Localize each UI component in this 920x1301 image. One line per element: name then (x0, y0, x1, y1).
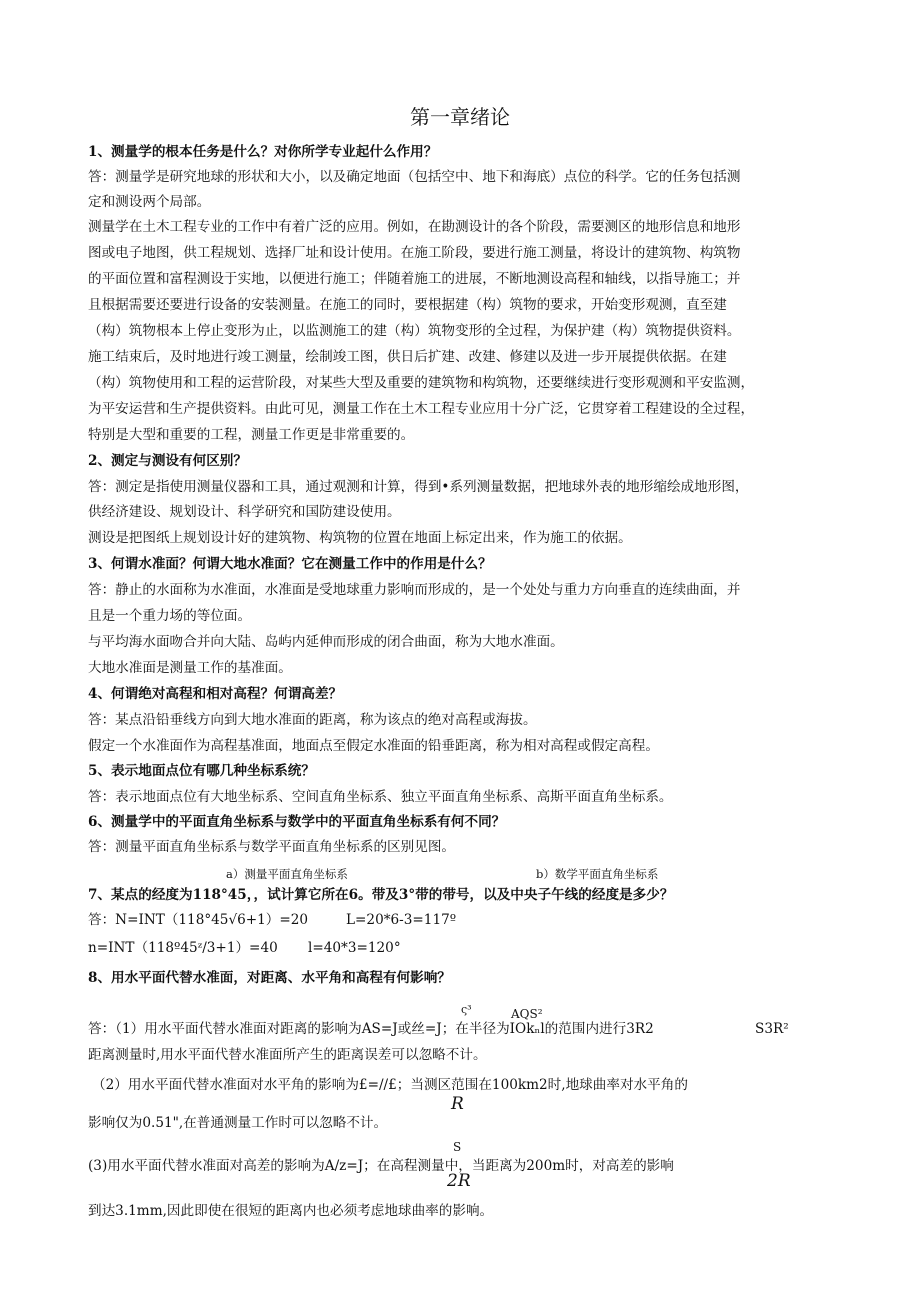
question-2: 2、测定与测设有何区别？ (88, 453, 247, 469)
answer-1-line: 为平安运营和生产提供资料。由此可见，测量工作在土木工程专业应用十分广泛，它贯穿着工程建设的全过程， (88, 401, 755, 417)
answer-2-line: 答：测定是指使用测量仪器和工具，通过观测和计算，得到•系列测量数据，把地球外表的地形缩绘成地形图， (88, 479, 749, 495)
answer-1-line: 定和测设两个局部。 (88, 194, 211, 210)
answer-7-line-2-left: n=INT（118º45ᶻ/3+1）=40 (88, 940, 278, 956)
formula-denominator-2r: 2R (447, 1171, 471, 1191)
formula-sup-s: S (453, 1140, 462, 1154)
answer-8-line: 到达3.1mm,因此即使在很短的距离内也必须考虑地球曲率的影响。 (88, 1203, 494, 1219)
question-3: 3、何谓水准面？何谓大地水准面？它在测量工作中的作用是什么？ (88, 556, 492, 572)
answer-1-line: 图或电子地图，供工程规划、选择厂址和设计使用。在施工阶段，要进行施工测量，将设计的建筑物、构筑物 (88, 245, 741, 261)
answer-4-line: 假定一个水准面作为高程基准面，地面点至假定水准面的铅垂距离，称为相对高程或假定高程。 (88, 738, 659, 754)
question-5: 5、表示地面点位有哪几种坐标系统？ (88, 763, 315, 779)
answer-1-line: （构）筑物使用和工程的运营阶段，对某些大型及重要的建筑物和构筑物，还要继续进行变形观测和平安监测， (88, 375, 755, 391)
question-6: 6、测量学中的平面直角坐标系与数学中的平面直角坐标系有何不同？ (88, 814, 506, 830)
answer-3-line: 且是一个重力场的等位面。 (88, 608, 252, 624)
answer-8-line: 答：（1）用水平面代替水准面对距离的影响为AS=J或丝=J；在半径为IOkₙl的范围内进行3R2 (88, 1021, 654, 1037)
answer-1-line: 测量学在土木工程专业的工作中有着广泛的应用。例如，在勘测设计的各个阶段，需要测区的地形信息和地形 (88, 219, 741, 235)
answer-1-line: 答：测量学是研究地球的形状和大小，以及确定地面（包括空中、地下和海底）点位的科学。它的任务包括测 (88, 169, 741, 185)
figure-caption-b: b）数学平面直角坐标系 (536, 867, 659, 881)
answer-1-line: 且根据需要还要进行设备的安装测量。在施工的同时，要根据建（构）筑物的要求，开始变形观测，直至建 (88, 297, 727, 313)
question-4: 4、何谓绝对高程和相对高程？何谓高差？ (88, 686, 343, 702)
answer-2-line: 测设是把图纸上规划设计好的建筑物、构筑物的位置在地面上标定出来，作为施工的依据。 (88, 530, 632, 546)
answer-3-line: 答：静止的水面称为水准面，水准面是受地球重力影响而形成的，是一个处处与重力方向垂直的连续曲面，并 (88, 582, 741, 598)
answer-6-line: 答：测量平面直角坐标系与数学平面直角坐标系的区别见图。 (88, 839, 456, 855)
question-1: 1、测量学的根本任务是什么？对你所学专业起什么作用？ (88, 144, 438, 160)
answer-8-line-tail: S3R² (755, 1021, 789, 1037)
answer-3-line: 大地水准面是测量工作的基准面。 (88, 660, 292, 676)
answer-3-line: 与平均海水面吻合并向大陆、岛屿内延伸而形成的闭合曲面，称为大地水准面。 (88, 634, 564, 650)
answer-4-line: 答：某点沿铅垂线方向到大地水准面的距离，称为该点的绝对高程或海拔。 (88, 712, 537, 728)
chapter-title: 第一章绪论 (410, 105, 510, 129)
answer-1-line: （构）筑物根本上停止变形为止，以监测施工的建（构）筑物变形的全过程，为保护建（构）筑物提供资料。 (88, 323, 741, 339)
figure-caption-a: a）测量平面直角坐标系 (226, 867, 348, 881)
answer-1-line: 施工结束后，及时地进行竣工测量，绘制竣工图，供日后扩建、改建、修建以及进一步开展提供依据。在建 (88, 349, 727, 365)
question-7: 7、某点的经度为118°45，，试计算它所在6。带及3°带的带号，以及中央子午线的经度是多少？ (88, 887, 674, 903)
formula-sup-c3: ς³ (461, 1003, 472, 1016)
question-8: 8、用水平面代替水准面，对距离、水平角和高程有何影响？ (88, 970, 451, 986)
answer-7-line-1-left: 答：N=INT（118°45√6+1）=20 (88, 912, 309, 928)
answer-8-line: （2）用水平面代替水准面对水平角的影响为£=//£；当测区范围在100km2时,地球曲率对水平角的 (92, 1077, 688, 1093)
answer-8-line: 影响仅为0.51",在普通测量工作时可以忽略不计。 (88, 1115, 388, 1131)
answer-7-line-1-right: L=20*6-3=117º (346, 912, 457, 928)
answer-2-line: 供经济建设、规划设计、科学研究和国防建设使用。 (88, 504, 401, 520)
answer-8-line: 距离测量时,用水平面代替水准面所产生的距离误差可以忽略不计。 (88, 1047, 487, 1063)
formula-denominator-r: R (451, 1094, 464, 1114)
answer-5-line: 答：表示地面点位有大地坐标系、空间直角坐标系、独立平面直角坐标系、高斯平面直角坐标系。 (88, 789, 673, 805)
answer-1-line: 的平面位置和富程测设于实地，以便进行施工；伴随着施工的进展，不断地测设高程和轴线，以指导施工；并 (88, 271, 741, 287)
formula-sup-aqs: AQS² (511, 1007, 543, 1021)
answer-1-line: 特别是大型和重要的工程，测量工作更是非常重要的。 (88, 427, 415, 443)
answer-7-line-2-right: l=40*3=120° (308, 940, 401, 956)
answer-8-line: (3)用水平面代替水准面对高差的影响为A/z=J；在高程测量中，当距离为200m时，对高差的影响 (88, 1158, 674, 1174)
